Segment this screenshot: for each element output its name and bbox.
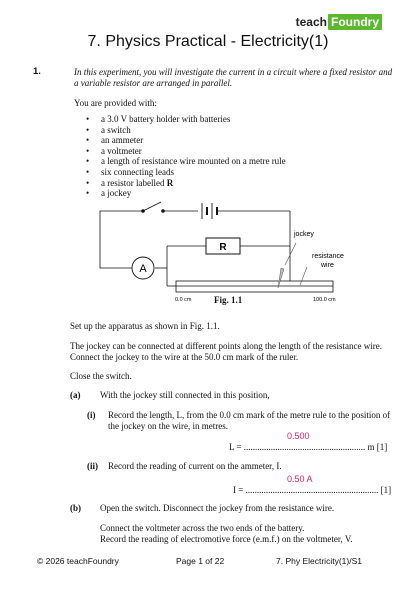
part-a-text: With the jockey still connected in this position, bbox=[100, 390, 270, 400]
intro-line-1: In this experiment, you will investigate the current in a circuit where a fixed resistor and bbox=[74, 67, 393, 77]
current-answer-line bbox=[233, 485, 391, 496]
resistor-label-bold: R bbox=[166, 177, 174, 188]
footer-copyright: © 2026 teachFoundry bbox=[37, 556, 119, 566]
list-item: • a 3.0 V battery holder with batteries bbox=[86, 114, 286, 125]
question-number: 1. bbox=[33, 66, 41, 77]
part-i-line-1: Record the length, L, from the 0.0 cm mark of the metre rule to the position of bbox=[108, 410, 391, 420]
part-i-label: (i) bbox=[87, 410, 96, 420]
metre-rule bbox=[176, 281, 333, 292]
close-switch-text: Close the switch. bbox=[70, 371, 132, 381]
list-item: • a switch bbox=[86, 125, 286, 136]
battery bbox=[202, 203, 217, 219]
footer-page-number: Page 1 of 22 bbox=[176, 556, 225, 566]
jockey-instruction-2: Connect the jockey to the wire at the 50.0 cm mark of the ruler. bbox=[70, 352, 299, 362]
list-item: • a voltmeter bbox=[86, 146, 286, 157]
scale-start-label: 0.0 cm bbox=[175, 297, 192, 303]
list-item: • six connecting leads bbox=[86, 167, 286, 178]
current-answer-prefix: I = bbox=[233, 485, 246, 495]
length-answer-prefix: L = bbox=[229, 442, 244, 452]
part-i-line-2: the jockey on the wire, in metres. bbox=[108, 421, 228, 431]
list-item: • an ammeter bbox=[86, 135, 286, 146]
ammeter-label: A bbox=[139, 263, 147, 275]
part-b-line-3: Record the reading of electromotive force (e.m.f.) on the voltmeter, V. bbox=[100, 534, 353, 544]
footer-code: 7. Phy Electricity(1)/S1 bbox=[276, 556, 362, 566]
provided-heading: You are provided with: bbox=[74, 98, 157, 108]
brand-text-part2: Foundry bbox=[328, 14, 382, 30]
wire-label-2: wire bbox=[321, 262, 334, 269]
length-answer-line bbox=[229, 442, 387, 453]
current-answer-dots: ........................................................... bbox=[245, 485, 379, 495]
length-answer-dots: ...................................................... bbox=[243, 442, 366, 452]
answer-length: 0.500 bbox=[287, 431, 310, 441]
answer-current: 0.50 A bbox=[287, 474, 313, 484]
jockey-label: jockey bbox=[294, 231, 314, 238]
current-answer-unit: [1] bbox=[380, 485, 392, 495]
part-b-label: (b) bbox=[70, 503, 81, 513]
switch bbox=[142, 202, 165, 212]
list-item: • a jockey bbox=[86, 188, 286, 199]
page-title: 7. Physics Practical - Electricity(1) bbox=[87, 33, 329, 50]
brand-text-part1: teach bbox=[295, 15, 327, 29]
resistor-label: R bbox=[219, 242, 227, 253]
setup-text: Set up the apparatus as shown in Fig. 1.1. bbox=[70, 321, 220, 331]
list-item: • a length of resistance wire mounted on a metre rule bbox=[86, 156, 286, 167]
part-b-text: Open the switch. Disconnect the jockey from the resistance wire. bbox=[100, 503, 335, 513]
scale-end-label: 100.0 cm bbox=[313, 297, 336, 303]
part-b-line-2: Connect the voltmeter across the two ends of the battery. bbox=[100, 523, 305, 533]
wire-label-1: resistance bbox=[312, 253, 344, 260]
intro-line-2: a variable resistor are arranged in parallel. bbox=[74, 78, 233, 88]
part-ii-text: Record the reading of current on the ammeter, I. bbox=[108, 461, 282, 471]
part-a-label: (a) bbox=[70, 390, 81, 400]
list-item-text: a resistor labelled bbox=[101, 177, 167, 188]
length-answer-unit: m [1] bbox=[367, 442, 388, 452]
figure-caption: Fig. 1.1 bbox=[214, 295, 243, 305]
part-ii-label: (ii) bbox=[87, 461, 98, 471]
jockey-instruction-1: The jockey can be connected at different points along the length of the resistance wire. bbox=[70, 341, 382, 351]
